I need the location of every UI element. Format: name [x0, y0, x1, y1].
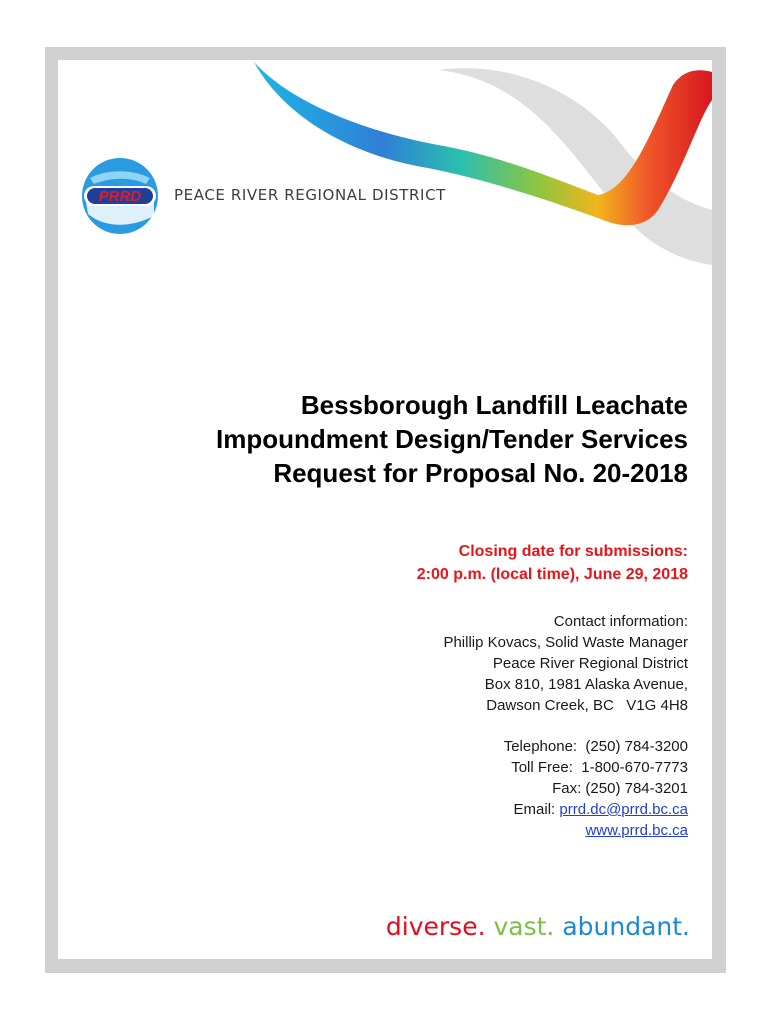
logo-badge-text: PRRD [98, 188, 142, 205]
email-link[interactable]: prrd.dc@prrd.bc.ca [559, 801, 688, 818]
website-row [504, 820, 688, 841]
fax: Fax: (250) 784-3201 [552, 780, 688, 797]
contact-organization: Peace River Regional District [492, 655, 688, 672]
closing-label: Closing date for submissions: [458, 543, 688, 560]
toll-free: Toll Free: 1-800-670-7773 [511, 759, 688, 776]
contact-heading: Contact information: [553, 613, 688, 630]
contact-address-1: Box 810, 1981 Alaska Avenue, [484, 676, 688, 693]
organization-name: PEACE RIVER REGIONAL DISTRICT [174, 186, 446, 204]
closing-datetime: 2:00 p.m. (local time), June 29, 2018 [416, 566, 688, 583]
contact-address-2: Dawson Creek, BC V1G 4H8 [486, 697, 688, 714]
website-link[interactable]: www.prrd.bc.ca [585, 822, 688, 839]
contact-name: Phillip Kovacs, Solid Waste Manager [443, 634, 688, 651]
prrd-globe-icon [80, 156, 160, 236]
tagline-word-diverse: diverse. [385, 912, 486, 941]
title-line-2: Impoundment Design/Tender Services [216, 424, 688, 454]
email-row [504, 799, 688, 820]
closing-date [417, 540, 688, 586]
tagline-word-abundant: abundant. [562, 912, 690, 941]
phone-details [504, 736, 688, 841]
document-page [58, 60, 712, 959]
telephone: Telephone: (250) 784-3200 [503, 738, 688, 755]
tagline-word-vast: vast. [493, 912, 555, 941]
title-line-3: Request for Proposal No. 20-2018 [273, 458, 688, 488]
prrd-logo [80, 156, 460, 246]
title-line-1: Bessborough Landfill Leachate [300, 390, 688, 420]
email-label: Email: [513, 801, 556, 818]
document-title [216, 388, 688, 490]
contact-information [443, 611, 688, 716]
tagline [386, 912, 690, 941]
